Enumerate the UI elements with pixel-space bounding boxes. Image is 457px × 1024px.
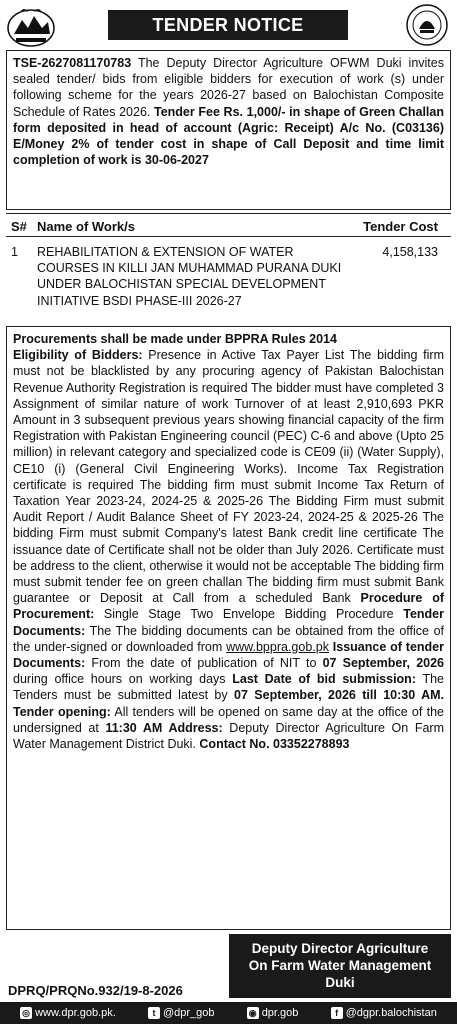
instagram-item[interactable]: ◉ dpr.gob bbox=[247, 1007, 299, 1019]
social-footer bbox=[0, 1002, 457, 1024]
globe-icon: ◎ bbox=[20, 1007, 32, 1019]
divider bbox=[6, 236, 451, 237]
col-work: Name of Work/s bbox=[37, 219, 136, 234]
facebook-icon: f bbox=[331, 1007, 343, 1019]
row-sn: 1 bbox=[11, 245, 18, 259]
table-row bbox=[7, 238, 450, 328]
government-seal-icon bbox=[405, 3, 449, 47]
terms-paragraph: Procurements shall be made under BPPRA Rules 2014 Eligibility of Bidders: Presence in Active Tax Payer List The bidding firm must not be blacklisted by any procuring agency of Pakistan Balochistan Revenue Authority Registration is required The bidder must have completed 3 Assignment of similar nature of work Turnover of at least 2,910,693 PKR Amount in 3 subsequent previous years showing financial capacity of the firm Registration with Pakistan Engineering council (PEC) C-6 and above (Upto 25 million) in relevant category and specialized code is CE09 (ii) (Water Supply), CE10 (i) (General Civil Engineering Works). Income Tax Registration certificate is required The bidding firm must submit Income Tax Return of Taxation Year 2023-24, 2024-25 & 2025-26 The Bidding Firm must submit Audit Report / Audit Balance Sheet of FY 2023-24, 2024-25 & 2025-26 The bidding Firm must submit Company's latest Bank credit line certificate The issuance date of Certificate shall not be older than July 2026. Certificate must be address to the client, otherwise it would not be acceptable The bidding firm must submit tender fee on green challan The bidding firm must submit Bank guarantee or Deposit at Call from a scheduled Bank Procedure of Procurement: Single Stage Two Envelope Bidding Procedure Tender Documents: The The bidding documents can be obtained from the office of the under-signed or downloaded from www.bppra.gob.pk Issuance of tender Documents: From the date of publication of NIT to 07 September, 2026 during office hours on working days Last Date of bid submission: The Tenders must be submitted latest by 07 September, 2026 till 10:30 AM. Tender opening: All tenders will be opened on same day at the office of the undersigned at 11:30 AM Address: Deputy Director Agriculture On Farm Water Management District Duki. Contact No. 03352278893 bbox=[6, 326, 451, 930]
header bbox=[0, 0, 457, 50]
contact-number: Contact No. 03352278893 bbox=[199, 737, 350, 752]
col-sn: S# bbox=[11, 219, 27, 234]
table-header bbox=[7, 216, 450, 236]
balochistan-emblem-icon bbox=[6, 4, 56, 48]
signatory-box: Deputy Director Agriculture On Farm Water Management Duki bbox=[229, 934, 451, 998]
twitter-item[interactable]: t @dpr_gob bbox=[148, 1007, 215, 1019]
twitter-icon: t bbox=[148, 1007, 160, 1019]
bppra-link[interactable]: www.bppra.gob.pk bbox=[226, 639, 329, 654]
divider bbox=[6, 213, 451, 214]
tender-reference: TSE-2627081170783 bbox=[13, 56, 132, 70]
dpr-reference: DPRQ/PRQNo.932/19-8-2026 bbox=[8, 983, 183, 998]
col-cost: Tender Cost bbox=[363, 219, 438, 234]
row-cost: 4,158,133 bbox=[382, 245, 438, 259]
intro-paragraph: TSE-2627081170783 The Deputy Director Agriculture OFWM Duki invites sealed tender/ bids from eligible bidders for execution of work (s) under following scheme for the years 2026-27 based on Balochistan Composite Schedule of Rates 2026. Tender Fee Rs. 1,000/- in shape of Green Challan form deposited in head of account (Agric: Receipt) A/c No. (C03136) E/Money 2% of tender cost in shape of Call Deposit and time limit completion of work is 30-06-2027 bbox=[6, 50, 451, 210]
website-item[interactable]: ◎ www.dpr.gob.pk. bbox=[20, 1007, 116, 1019]
instagram-icon: ◉ bbox=[247, 1007, 259, 1019]
tender-notice-title: TENDER NOTICE bbox=[108, 10, 348, 40]
facebook-item[interactable]: f @dgpr.balochistan bbox=[331, 1007, 437, 1019]
row-work: REHABILITATION & EXTENSION OF WATER COURSES IN KILLI JAN MUHAMMAD PURANA DUKI UNDER BALOCHISTAN SPECIAL DEVELOPMENT INITIATIVE BSDI PHASE-III 2026-27 bbox=[37, 245, 342, 308]
